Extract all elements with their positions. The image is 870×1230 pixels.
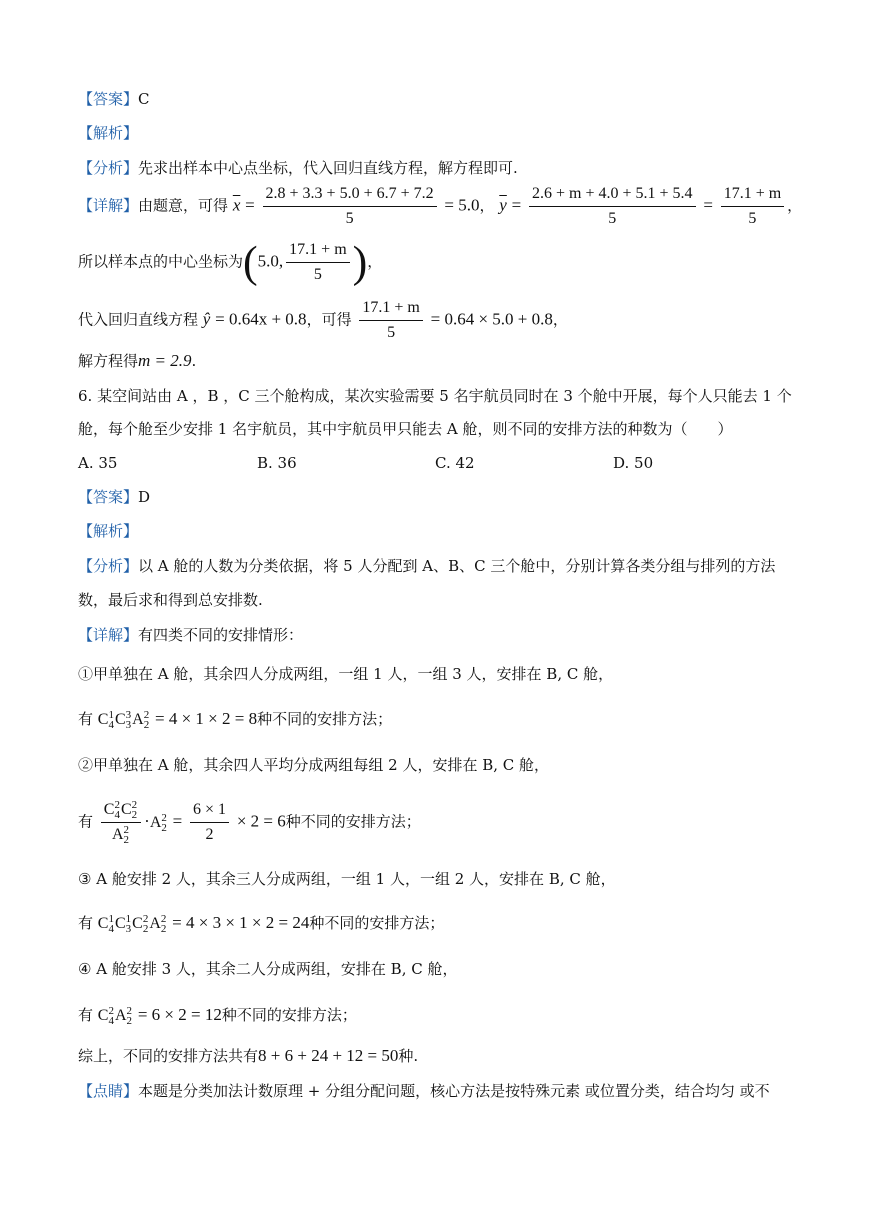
case1-calc: = 4 × 1 × 2 = 8 [154,709,258,728]
fenxi6-text1: 以 A 舱的人数为分类依据，将 5 人分配到 A、B、C 三个舱中，分别计算各类分组与排列的方法 [138,557,776,575]
sub-numerator: 17.1 + m [359,298,422,321]
case1-calc-line [78,708,392,731]
case1-formula: C 1 4 C 3 3 A 2 2 [97,709,150,731]
sub-text1: 代入回归直线方程 [78,310,199,329]
analysis-tag: 【解析】 [78,124,139,142]
case2-text: ②甲单独在 A 舱，其余四人平均分成两组每组 2 人，安排在 B, C 舱， [78,756,550,774]
case3-you: 有 [78,914,94,932]
ybar-denominator: 5 [608,210,617,227]
center-y-fraction [286,240,349,285]
case1-after: 种不同的安排方法； [257,710,393,728]
answer5-line [78,88,150,110]
center-x: 5.0, [257,251,284,271]
case4-calc: = 6 × 2 = 12 [137,1005,222,1024]
xbar-numerator: 2.8 + 3.3 + 5.0 + 6.7 + 7.2 [263,184,437,207]
right-paren: ) [352,237,368,287]
case3-after: 种不同的安排方法； [309,914,445,932]
analysis5-line [78,122,138,144]
sub-fraction [359,298,422,343]
fenxi6-line2: 数，最后求和得到总安排数. [78,591,263,609]
solve5-line [78,350,196,372]
regression-eq: = 0.64x + 0.8 [215,309,307,329]
case2-numerator: 6 × 1 [190,800,229,823]
fenxi6-tag: 【分析】 [78,557,139,575]
analysis6-line [78,520,138,542]
xiangjie-tail: ， [787,196,803,215]
xiangjie5-line [78,184,802,229]
sub-text2: ，可得 [306,310,352,329]
yhat-symbol: ŷ [202,309,211,329]
case2-denominator: 2 [205,826,214,843]
case4-calc-line [78,1004,357,1027]
option-d[interactable]: D. 50 [613,454,654,472]
ybar-numerator: 2.6 + m + 4.0 + 5.1 + 5.4 [529,184,696,207]
left-paren: ( [243,237,258,287]
case2-eq: = [172,811,183,831]
center-tail: ， [367,252,383,271]
eq-sign-2: = [511,195,522,215]
solve-text: 解方程得 [78,352,139,370]
answer6-tag: 【答案】 [78,488,139,506]
q6-options [78,452,792,474]
center-text: 所以样本点的中心坐标为 [78,252,244,271]
case3-calc-line [78,912,444,935]
ybar-symbol: $\overline{y}$ [499,195,507,215]
case3-formula: C 1 4 C 1 3 C 2 2 A 2 2 [97,913,167,935]
dianjing-line [78,1080,770,1102]
option-c[interactable]: C. 42 [435,454,475,472]
case2-calc: × 2 = 6 [236,811,286,831]
xiangjie6-line [78,624,303,646]
solve-tail: . [191,352,197,370]
q6-line2: 舱，每个舱至少安排 1 名宇航员，其中宇航员甲只能去 A 舱，则不同的安排方法的种数为（ ） [78,420,733,438]
case4-formula: C 2 4 A 2 2 [97,1005,133,1027]
case2-frac2 [190,800,229,845]
option-b[interactable]: B. 36 [257,454,297,472]
fenxi-text: 先求出样本中心点坐标，代入回归直线方程，解方程即可. [138,159,518,177]
xbar-denominator: 5 [345,210,354,227]
fenxi6-line1 [78,555,775,577]
xiangjie-intro: 由题意，可得 [138,196,229,215]
dianjing-text: 本题是分类加法计数原理 + 分组分配问题，核心方法是按特殊元素 或位置分类，结合均匀 或不 [138,1082,770,1100]
center-y-numerator: 17.1 + m [286,240,349,263]
case2-you: 有 [78,812,94,831]
xiangjie6-text: 有四类不同的安排情形： [138,626,304,644]
case2-a22: A 2 2 [149,811,167,834]
sub-denominator: 5 [387,324,396,341]
summary-eq: 8 + 6 + 24 + 12 = 50 [258,1046,399,1065]
option-a[interactable]: A. 35 [78,454,118,472]
case2-after: 种不同的安排方法； [285,812,421,831]
case2-calc-line [78,800,421,845]
answer6-value: D [138,488,151,506]
case2-dot: · [144,811,150,831]
analysis6-tag: 【解析】 [78,522,139,540]
xbar-symbol: $\overline{x}$ [232,195,241,215]
xiangjie6-tag: 【详解】 [78,626,139,644]
sep: ， [479,196,495,215]
case1-you: 有 [78,710,94,728]
answer6-line [78,486,150,508]
eq-sign-3: = [703,195,713,215]
summary-text: 综上，不同的安排方法共有 [78,1047,259,1065]
case4-after: 种不同的安排方法； [221,1006,357,1024]
sub5-line [78,298,568,343]
center5-line [78,237,383,287]
summary-line [78,1045,418,1067]
case3-text: ③ A 舱安排 2 人，其余三人分成两组，一组 1 人，一组 2 人，安排在 B, C 舱， [78,870,616,888]
ybar-numerator-2: 17.1 + m [721,184,784,207]
sub-rhs: = 0.64 × 5.0 + 0.8 [430,309,553,329]
ybar-denominator-2: 5 [748,210,757,227]
answer-value: C [138,90,150,108]
fenxi-tag: 【分析】 [78,159,139,177]
eq-sign: = [245,195,255,215]
case3-calc: = 4 × 3 × 1 × 2 = 24 [172,913,310,932]
ybar-fraction [529,184,696,229]
xiangjie-tag: 【详解】 [78,196,139,215]
q6-line1: 6. 某空间站由 A ，B ，C 三个舱构成，某次实验需要 5 名宇航员同时在 3 个舱中开展，每个人只能去 1 个 [78,387,792,405]
case4-you: 有 [78,1006,94,1024]
solve-eq: m = 2.9 [138,351,192,370]
case4-text: ④ A 舱安排 3 人，其余二人分成两组，安排在 B, C 舱， [78,960,458,978]
summary-after: 种. [398,1047,419,1065]
xbar-result: = 5.0 [444,195,480,215]
answer-tag: 【答案】 [78,90,139,108]
sub-tail: ， [552,310,568,329]
center-y-denominator: 5 [313,266,322,283]
dianjing-tag: 【点睛】 [78,1082,139,1100]
case1-text: ①甲单独在 A 舱，其余四人分成两组，一组 1 人，一组 3 人，安排在 B, C 舱， [78,665,614,683]
case2-frac1: C 2 4 C 2 2 A 2 2 [101,800,141,845]
xbar-fraction [263,184,437,229]
fenxi5-line [78,157,518,179]
ybar-fraction-2 [721,184,784,229]
